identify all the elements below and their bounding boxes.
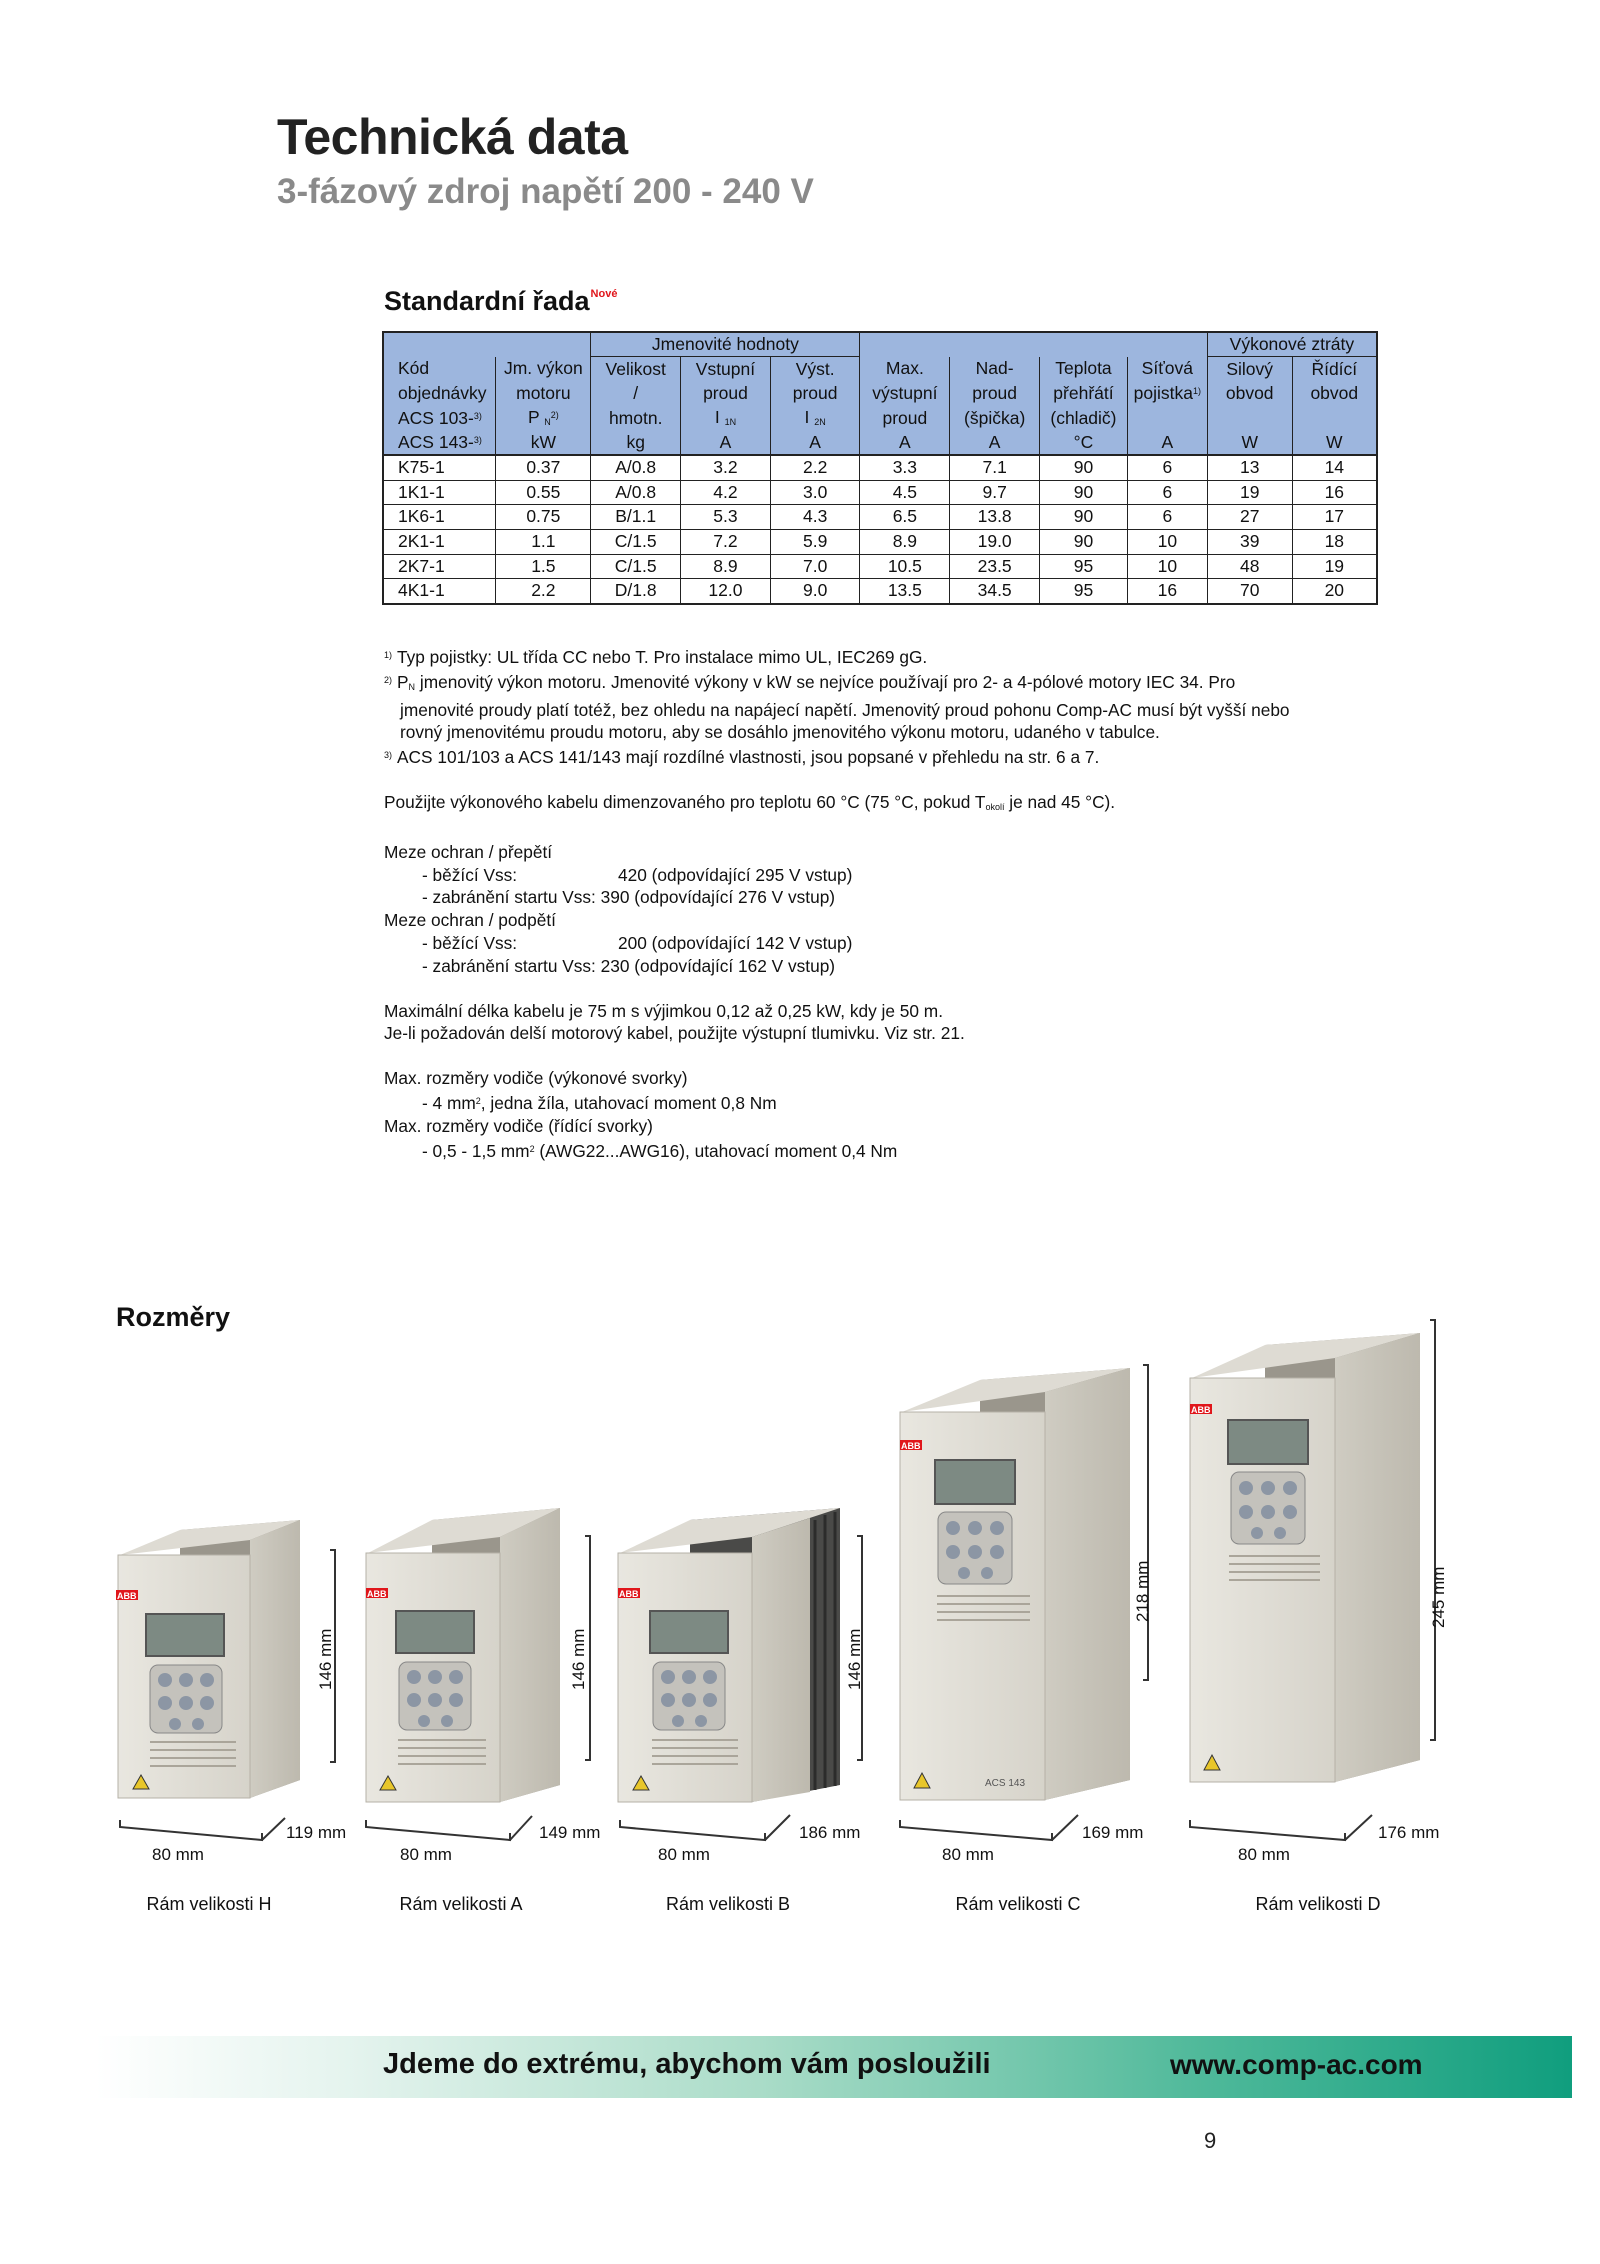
- depth-label-d: 176 mm: [1378, 1823, 1440, 1842]
- overvoltage-title: Meze ochran / přepětí: [384, 841, 553, 862]
- frame-label-d: Rám velikosti D: [1255, 1894, 1381, 1914]
- notes-block: [384, 644, 1384, 1162]
- undervoltage-start: - zabránění startu Vss: 230 (odpovídající 162 V vstup): [422, 955, 836, 976]
- table-header-row: [383, 332, 1377, 357]
- footnote-2-line: jmenovité proudy platí totéž, bez ohledu na napájecí napětí. Jmenovitý proud pohonu Comp-AC musí být vyšší nebo: [400, 699, 1290, 720]
- conductor-control-title: Max. rozměry vodiče (řídící svorky): [384, 1115, 653, 1136]
- overvoltage-start: - zabránění startu Vss: 390 (odpovídající 276 V vstup): [422, 887, 836, 908]
- group-power-losses: Výkonové ztráty: [1207, 332, 1377, 357]
- drive-frame-c: [900, 1368, 1130, 1800]
- page-subtitle: 3-fázový zdroj napětí 200 - 240 V: [277, 172, 814, 211]
- dimensions-title: Rozměry: [116, 1302, 231, 1332]
- depth-label-b: 186 mm: [799, 1823, 861, 1842]
- conductor-power-value: - 4 $mm^2$, jedna žíla, utahovací moment 0,8 Nm: [422, 1092, 777, 1113]
- overvoltage-running: - běžící Vss: 420 (odpovídající 295 V vstup): [422, 864, 853, 885]
- footer-url-link[interactable]: www.comp-ac.com: [1170, 2049, 1423, 2080]
- brand-label: ABB: [901, 1441, 921, 1451]
- drive-model-label: ACS 143: [985, 1778, 1026, 1789]
- table-header-row: ACS 143-$^{3)}$ kW kg A A A A °C A W W: [383, 431, 1377, 456]
- width-label-b: 80 mm: [658, 1845, 710, 1864]
- height-label-c: 218 mm: [1133, 1560, 1152, 1622]
- table-row: 2K1-1 1.1 C/1.5 7.2 5.9 8.9 19.0 90 10 39 18: [383, 530, 1377, 555]
- depth-label-h: 119 mm: [286, 1823, 347, 1842]
- height-label-b: 146 mm: [845, 1628, 864, 1690]
- cable-length-note: Je-li požadován delší motorový kabel, použijte výstupní tlumivku. Viz str. 21.: [384, 1023, 965, 1044]
- page-number: 9: [1204, 2128, 1217, 2153]
- drive-frame-h: [116, 1520, 300, 1798]
- brand-label: ABB: [619, 1589, 639, 1599]
- footer-slogan: Jdeme do extrému, abychom vám posloužili: [383, 2048, 991, 2080]
- drive-frame-a: [366, 1508, 560, 1802]
- brand-label: ABB: [117, 1591, 137, 1601]
- table-row: 1K1-1 0.55 A/0.8 4.2 3.0 4.5 9.7 90 6 19 16: [383, 480, 1377, 505]
- conductor-control-value: - 0,5 - 1,5 $mm^2$ (AWG22...AWG16), utahovací moment 0,4 Nm: [422, 1140, 898, 1161]
- width-label-c: 80 mm: [942, 1845, 994, 1864]
- new-badge: Nové: [590, 288, 618, 300]
- footnote-2-line: rovný jmenovitému proudu motoru, aby se dosáhlo jmenovitého výkonu motoru, udaného v tabulce.: [400, 722, 1160, 743]
- drive-frame-b: [618, 1508, 840, 1802]
- frame-label-b: Rám velikosti B: [665, 1894, 791, 1914]
- depth-label-a: 149 mm: [539, 1823, 601, 1842]
- cable-length-note: Maximální délka kabelu je 75 m s výjimkou 0,12 až 0,25 kW, kdy je 50 m.: [384, 1000, 944, 1021]
- brand-label: ABB: [1191, 1405, 1211, 1415]
- table-header-row: ACS 103-$^{3)}$ P $N^{2)}$ hmotn. I 1N I 2N proud (špička) (chladič): [383, 406, 1377, 431]
- table-row: 1K6-1 0.75 B/1.1 5.3 4.3 6.5 13.8 90 6 27 17: [383, 505, 1377, 530]
- cable-note: Použijte výkonového kabelu dimenzovaného pro teplotu 60 °C (75 °C, pokud Tokolí je nad 45 °C).: [384, 791, 1116, 812]
- spec-table: [382, 331, 1378, 605]
- table-row: K75-1 0.37 A/0.8 3.2 2.2 3.3 7.1 90 6 13 14: [383, 455, 1377, 480]
- frame-label-c: Rám velikosti C: [955, 1894, 1081, 1914]
- section-title-text: Standardní řada: [384, 286, 590, 316]
- undervoltage-title: Meze ochran / podpětí: [384, 910, 556, 931]
- height-label-a: 146 mm: [569, 1628, 588, 1690]
- page-title: Technická data: [277, 109, 628, 165]
- table-row: 2K7-1 1.5 C/1.5 8.9 7.0 10.5 23.5 95 10 48 19: [383, 554, 1377, 579]
- footnote-2: $^{2)}$ PN jmenovitý výkon motoru. Jmenovité výkony v kW se nejvíce používají pro 2- a 4-pólové motory IEC 34. Pro: [384, 671, 1236, 692]
- width-label-d: 80 mm: [1238, 1845, 1290, 1864]
- drive-frame-d: [1190, 1333, 1420, 1782]
- brand-label: ABB: [367, 1589, 387, 1599]
- width-label-a: 80 mm: [400, 1845, 452, 1864]
- undervoltage-running: - běžící Vss: 200 (odpovídající 142 V vstup): [422, 932, 853, 953]
- table-header-row: Kód Jm. výkon Velikost Vstupní Výst. Max. Nad- Teplota Síťová Silový Řídící: [383, 357, 1377, 382]
- conductor-power-title: Max. rozměry vodiče (výkonové svorky): [384, 1068, 688, 1089]
- height-label-h: 146 mm: [316, 1628, 335, 1690]
- frame-label-h: Rám velikosti H: [146, 1894, 272, 1914]
- table-row: 4K1-1 2.2 D/1.8 12.0 9.0 13.5 34.5 95 16 70 20: [383, 579, 1377, 604]
- width-label-h: 80 mm: [152, 1845, 204, 1864]
- footnote-3: $^{3)}$ ACS 101/103 a ACS 141/143 mají rozdílné vlastnosti, jsou popsané v přehledu na str. 6 a 7.: [384, 747, 1100, 768]
- footnote-1: $^{1)}$ Typ pojistky: UL třída CC nebo T. Pro instalace mimo UL, IEC269 gG.: [384, 647, 928, 667]
- depth-label-c: 169 mm: [1082, 1823, 1144, 1842]
- group-rated-values: Jmenovité hodnoty: [591, 332, 860, 357]
- drives-illustration: [0, 1300, 1600, 1920]
- section-title: [384, 286, 617, 317]
- table-header-row: objednávky motoru / proud proud výstupní proud přehřátí pojistka$^{1)}$ obvod obvod: [383, 381, 1377, 406]
- frame-label-a: Rám velikosti A: [399, 1894, 523, 1914]
- height-label-d: 245 mm: [1429, 1566, 1448, 1628]
